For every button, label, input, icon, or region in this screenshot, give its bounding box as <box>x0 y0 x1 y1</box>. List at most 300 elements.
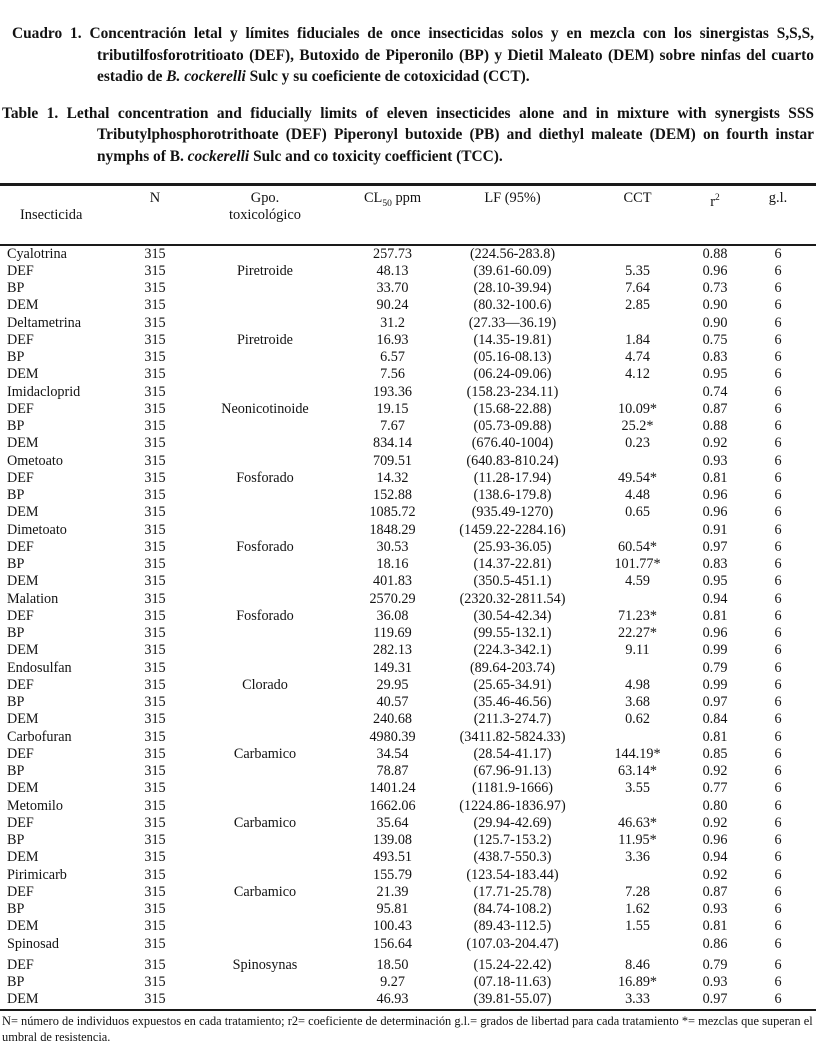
cell-insecticida: DEM <box>7 780 39 797</box>
cell-r2: 0.97 <box>702 694 728 711</box>
cell-insecticida: BP <box>7 487 25 504</box>
cell-toxicological-group <box>185 849 345 866</box>
cell-cl50: 35.64 <box>376 814 409 831</box>
cell-insecticida: Deltametrina <box>7 314 82 331</box>
cell-cl50: 29.95 <box>376 676 409 693</box>
cell-n: 315 <box>144 262 166 279</box>
cell-n: 315 <box>144 521 166 538</box>
cell-cl50: 7.67 <box>380 418 405 435</box>
cell-gl: 6 <box>774 383 782 400</box>
cell-n: 315 <box>144 918 166 935</box>
cell-toxicological-group <box>185 435 345 452</box>
cell-insecticida: Metomilo <box>7 797 63 814</box>
caption-english-text-end: Sulc and co toxicity coefficient (TCC). <box>249 147 503 165</box>
cell-gl: 6 <box>774 711 782 728</box>
cell-insecticida: Malation <box>7 590 59 607</box>
cell-cl50: 152.88 <box>372 487 412 504</box>
cell-cct: 101.77* <box>614 556 661 573</box>
cell-cl50: 155.79 <box>372 866 412 883</box>
cell-r2: 0.96 <box>702 625 728 642</box>
cell-cct <box>585 453 690 470</box>
cell-n: 315 <box>144 866 166 883</box>
cell-toxicological-group <box>185 974 345 991</box>
cell-lf95: (67.96-91.13) <box>473 763 552 780</box>
cell-toxicological-group <box>185 694 345 711</box>
cell-cct: 2.85 <box>625 297 650 314</box>
cell-r2: 0.81 <box>702 728 728 745</box>
table-header <box>0 184 816 245</box>
cell-n: 315 <box>144 849 166 866</box>
cell-n: 315 <box>144 366 166 383</box>
col-header-gpo <box>185 184 345 245</box>
cell-r2: 0.85 <box>702 745 728 762</box>
cell-insecticida: DEF <box>7 883 34 900</box>
cell-toxicological-group <box>185 660 345 677</box>
cell-cct: 22.27* <box>617 625 657 642</box>
cell-cl50: 95.81 <box>376 901 409 918</box>
cell-insecticida: DEF <box>7 331 34 348</box>
r2-superscript: 2 <box>715 192 720 203</box>
cell-toxicological-group <box>185 315 345 332</box>
cell-cl50: 40.57 <box>376 694 409 711</box>
cell-cct: 11.95* <box>618 832 657 849</box>
cell-lf95: (28.10-39.94) <box>473 280 552 297</box>
cell-lf95: (89.64-203.74) <box>469 659 556 676</box>
table-row <box>0 349 816 366</box>
table-row <box>0 746 816 763</box>
cell-lf95: (1459.22-2284.16) <box>459 521 566 538</box>
cell-r2: 0.92 <box>702 435 728 452</box>
cell-insecticida: BP <box>7 901 25 918</box>
cell-insecticida: BP <box>7 418 25 435</box>
col-header-lf: LF (95%) <box>484 189 541 206</box>
table-row <box>0 401 816 418</box>
cl50-prefix: CL <box>363 189 383 206</box>
table-row <box>0 504 816 521</box>
cell-insecticida: DEM <box>7 918 39 935</box>
cell-r2: 0.79 <box>702 956 728 973</box>
cell-cl50: 90.24 <box>376 297 409 314</box>
cell-r2: 0.96 <box>702 262 728 279</box>
cell-r2: 0.92 <box>702 763 728 780</box>
cell-lf95: (89.43-112.5) <box>473 918 552 935</box>
cell-n: 315 <box>144 314 166 331</box>
cell-cl50: 34.54 <box>376 745 409 762</box>
cell-n: 315 <box>144 797 166 814</box>
table-row <box>0 763 816 780</box>
cell-n: 315 <box>144 745 166 762</box>
cell-n: 315 <box>144 590 166 607</box>
cell-toxicological-group <box>185 729 345 746</box>
cell-n: 315 <box>144 280 166 297</box>
cell-lf95: (05.16-08.13) <box>473 349 552 366</box>
cell-gl: 6 <box>774 331 782 348</box>
cell-cct <box>585 798 690 815</box>
cell-gl: 6 <box>774 262 782 279</box>
cell-insecticida: BP <box>7 556 25 573</box>
cell-n: 315 <box>144 556 166 573</box>
cell-cl50: 30.53 <box>376 538 409 555</box>
cell-insecticida: DEF <box>7 400 34 417</box>
cell-r2: 0.97 <box>702 991 728 1008</box>
cell-insecticida: BP <box>7 694 25 711</box>
table-row <box>0 366 816 383</box>
cell-insecticida: BP <box>7 625 25 642</box>
cell-r2: 0.96 <box>702 832 728 849</box>
cell-gl: 6 <box>774 625 782 642</box>
table-row <box>0 556 816 573</box>
cell-lf95: (39.81-55.07) <box>473 991 552 1008</box>
table-row <box>0 263 816 280</box>
table-row <box>0 245 816 263</box>
cell-gl: 6 <box>774 780 782 797</box>
cell-r2: 0.94 <box>702 590 728 607</box>
cell-r2: 0.83 <box>702 556 728 573</box>
cell-lf95: (14.37-22.81) <box>473 556 552 573</box>
cell-toxicological-group <box>185 573 345 590</box>
cell-cl50: 1662.06 <box>369 797 416 814</box>
caption-spanish-text: Concentración letal y límites fiduciales de once insecticidas solos y en mezcla con los sinergistas S,S,S, tributilfosforotritioato (DEF), Butoxido de Piperonilo (BP) y Dietil Maleato (DEM) sobre ninfas del cuarto estadio de <box>89 25 814 86</box>
cell-cct: 1.84 <box>625 331 650 348</box>
table-row <box>0 280 816 297</box>
table-row <box>0 470 816 487</box>
cell-insecticida: DEF <box>7 956 34 973</box>
cell-r2: 0.87 <box>702 400 728 417</box>
cell-insecticida: DEM <box>7 435 39 452</box>
cell-r2: 0.94 <box>702 849 728 866</box>
cell-gl: 6 <box>774 659 782 676</box>
cell-cl50: 78.87 <box>376 763 409 780</box>
cell-r2: 0.88 <box>702 418 728 435</box>
table-row <box>0 711 816 728</box>
cell-toxicological-group <box>185 366 345 383</box>
cell-cct <box>585 384 690 401</box>
cell-cl50: 46.93 <box>376 991 409 1008</box>
cell-toxicological-group: Fosforado <box>236 538 294 555</box>
cell-toxicological-group <box>185 453 345 470</box>
cell-insecticida: Ometoato <box>7 452 63 469</box>
cell-gl: 6 <box>774 556 782 573</box>
cell-toxicological-group <box>185 918 345 935</box>
cell-cct <box>585 729 690 746</box>
cell-n: 315 <box>144 883 166 900</box>
cell-n: 315 <box>144 245 166 262</box>
caption-english <box>0 103 814 167</box>
cell-cl50: 21.39 <box>376 883 409 900</box>
cell-toxicological-group: Piretroide <box>237 262 293 279</box>
cell-insecticida: DEF <box>7 262 34 279</box>
insecticide-table <box>0 183 816 1011</box>
cell-cl50: 1085.72 <box>369 504 416 521</box>
cell-toxicological-group <box>185 642 345 659</box>
cell-gl: 6 <box>774 676 782 693</box>
cell-cl50: 156.64 <box>372 935 412 952</box>
caption-english-text: Lethal concentration and fiducially limits of eleven insecticides alone and in mixture with synergists SSS Tributylphosphorotrithoate (DEF) Piperonyl butoxide (PB) and diethyl maleate (DEM) on fourth instar nymphs of B. <box>66 105 814 165</box>
cell-r2: 0.90 <box>702 297 728 314</box>
cell-gl: 6 <box>774 607 782 624</box>
caption-spanish-label: Cuadro 1. <box>12 25 82 43</box>
cell-lf95: (350.5-451.1) <box>473 573 552 590</box>
cell-toxicological-group: Fosforado <box>236 469 294 486</box>
cell-lf95: (1181.9-1666) <box>471 780 554 797</box>
cell-cl50: 193.36 <box>372 383 412 400</box>
cell-n: 315 <box>144 956 166 973</box>
cell-lf95: (15.24-22.42) <box>473 956 552 973</box>
cell-cl50: 9.27 <box>380 974 405 991</box>
cell-lf95: (676.40-1004) <box>471 435 554 452</box>
cell-insecticida: DEM <box>7 711 39 728</box>
cell-gl: 6 <box>774 814 782 831</box>
col-header-gl: g.l. <box>768 189 788 206</box>
cell-insecticida: BP <box>7 349 25 366</box>
cell-toxicological-group: Neonicotinoide <box>221 400 309 417</box>
cell-r2: 0.95 <box>702 366 728 383</box>
cell-r2: 0.99 <box>702 676 728 693</box>
cell-lf95: (39.61-60.09) <box>473 262 552 279</box>
table-row <box>0 780 816 797</box>
cell-gl: 6 <box>774 314 782 331</box>
cell-toxicological-group: Fosforado <box>236 607 294 624</box>
cell-lf95: (28.54-41.17) <box>473 745 552 762</box>
cell-gl: 6 <box>774 763 782 780</box>
cell-gl: 6 <box>774 728 782 745</box>
cell-lf95: (25.65-34.91) <box>473 676 552 693</box>
cell-cl50: 7.56 <box>380 366 405 383</box>
cell-cl50: 2570.29 <box>369 590 416 607</box>
cell-lf95: (35.46-46.56) <box>473 694 552 711</box>
r2-prefix: r <box>710 193 716 210</box>
cell-cl50: 1848.29 <box>369 521 416 538</box>
cell-lf95: (125.7-153.2) <box>473 832 552 849</box>
cell-cl50: 18.16 <box>376 556 409 573</box>
cell-cct: 144.19* <box>614 745 661 762</box>
cell-gl: 6 <box>774 866 782 883</box>
cell-cl50: 257.73 <box>372 245 412 262</box>
table-row <box>0 573 816 590</box>
cell-toxicological-group: Carbamico <box>233 814 297 831</box>
cell-cct: 5.35 <box>625 262 650 279</box>
cell-cct: 3.33 <box>625 991 650 1008</box>
cell-lf95: (107.03-204.47) <box>466 935 559 952</box>
cell-r2: 0.79 <box>702 659 728 676</box>
cell-insecticida: BP <box>7 974 25 991</box>
cell-toxicological-group <box>185 867 345 884</box>
cell-toxicological-group <box>185 780 345 797</box>
cell-cl50: 4980.39 <box>369 728 416 745</box>
table-row <box>0 332 816 349</box>
cell-gl: 6 <box>774 797 782 814</box>
cell-cl50: 14.32 <box>376 469 409 486</box>
table-header-row <box>0 184 816 245</box>
caption-english-species: cockerelli <box>187 147 250 165</box>
cell-cl50: 16.93 <box>376 331 409 348</box>
cell-n: 315 <box>144 400 166 417</box>
cell-cct: 4.12 <box>625 366 650 383</box>
cell-gl: 6 <box>774 400 782 417</box>
cell-lf95: (138.6-179.8) <box>473 487 552 504</box>
cell-cct: 49.54* <box>617 469 657 486</box>
table-row <box>0 936 816 953</box>
cell-r2: 0.90 <box>702 314 728 331</box>
cell-insecticida: BP <box>7 832 25 849</box>
cell-cl50: 36.08 <box>376 607 409 624</box>
table-row <box>0 660 816 677</box>
cell-r2: 0.74 <box>702 383 728 400</box>
cell-r2: 0.92 <box>702 866 728 883</box>
cell-cct <box>585 591 690 608</box>
caption-spanish-species: B. cockerelli <box>166 68 246 86</box>
cell-toxicological-group <box>185 556 345 573</box>
cell-insecticida: DEM <box>7 297 39 314</box>
cell-lf95: (25.93-36.05) <box>473 538 552 555</box>
cell-cl50: 6.57 <box>380 349 405 366</box>
cell-cct: 8.46 <box>625 956 650 973</box>
cell-toxicological-group <box>185 487 345 504</box>
cell-insecticida: DEF <box>7 676 34 693</box>
cell-cl50: 1401.24 <box>369 780 416 797</box>
cell-r2: 0.95 <box>702 573 728 590</box>
cell-insecticida: Carbofuran <box>7 728 72 745</box>
caption-spanish-text-end: Sulc y su coeficiente de cotoxicidad (CCT). <box>245 68 530 86</box>
cell-cct: 4.74 <box>625 349 650 366</box>
cell-n: 315 <box>144 331 166 348</box>
cell-cct <box>585 315 690 332</box>
cell-n: 315 <box>144 711 166 728</box>
cell-n: 315 <box>144 763 166 780</box>
cell-n: 315 <box>144 452 166 469</box>
cell-lf95: (935.49-1270) <box>471 504 554 521</box>
table-row <box>0 642 816 659</box>
table-row <box>0 435 816 452</box>
cell-gl: 6 <box>774 538 782 555</box>
cell-n: 315 <box>144 538 166 555</box>
cell-gl: 6 <box>774 694 782 711</box>
cell-cl50: 18.50 <box>376 956 409 973</box>
cell-toxicological-group: Piretroide <box>237 331 293 348</box>
cell-toxicological-group <box>185 418 345 435</box>
cell-toxicological-group <box>185 711 345 728</box>
cell-cct <box>585 867 690 884</box>
table-row <box>0 608 816 625</box>
caption-block <box>0 0 816 167</box>
cell-gl: 6 <box>774 418 782 435</box>
table-row <box>0 522 816 539</box>
cell-gl: 6 <box>774 504 782 521</box>
cell-cl50: 19.15 <box>376 400 409 417</box>
cell-n: 315 <box>144 901 166 918</box>
cell-insecticida: DEF <box>7 469 34 486</box>
cell-cct: 46.63* <box>617 814 657 831</box>
cell-insecticida: DEF <box>7 814 34 831</box>
cell-toxicological-group <box>185 832 345 849</box>
table-row <box>0 867 816 884</box>
cell-gl: 6 <box>774 642 782 659</box>
cell-n: 315 <box>144 504 166 521</box>
cell-gl: 6 <box>774 974 782 991</box>
cell-insecticida: DEM <box>7 573 39 590</box>
cell-r2: 0.86 <box>702 935 728 952</box>
cell-r2: 0.93 <box>702 901 728 918</box>
cell-insecticida: DEM <box>7 849 39 866</box>
col-header-gpo-line1: Gpo. <box>250 189 280 206</box>
cell-insecticida: DEM <box>7 366 39 383</box>
table-row <box>0 625 816 642</box>
cl50-subscript: 50 <box>382 198 392 209</box>
table-row <box>0 418 816 435</box>
table-row <box>0 677 816 694</box>
cell-lf95: (17.71-25.78) <box>473 883 552 900</box>
table-footnote: N= número de individuos expuestos en cada tratamiento; r2= coeficiente de determinación g.l.= grados de libertad para cada tratamiento *= mezclas que superan el umbral de resistencia. <box>2 1013 813 1045</box>
table-row <box>0 315 816 332</box>
cell-lf95: (438.7-550.3) <box>473 849 552 866</box>
table-row <box>0 901 816 918</box>
table-row <box>0 694 816 711</box>
cell-gl: 6 <box>774 832 782 849</box>
cell-insecticida: Imidacloprid <box>7 383 81 400</box>
cell-n: 315 <box>144 383 166 400</box>
cell-gl: 6 <box>774 849 782 866</box>
table-row <box>0 539 816 556</box>
cell-r2: 0.99 <box>702 642 728 659</box>
cell-cct <box>585 245 690 263</box>
cell-cl50: 31.2 <box>380 314 405 331</box>
cell-lf95: (80.32-100.6) <box>473 297 552 314</box>
cell-lf95: (224.3-342.1) <box>473 642 552 659</box>
cell-toxicological-group: Clorado <box>242 676 288 693</box>
cell-n: 315 <box>144 728 166 745</box>
cell-cl50: 282.13 <box>372 642 412 659</box>
cell-cct: 60.54* <box>617 538 657 555</box>
cell-r2: 0.81 <box>702 607 728 624</box>
cell-lf95: (15.68-22.88) <box>473 400 552 417</box>
cell-toxicological-group <box>185 297 345 314</box>
cell-insecticida: DEM <box>7 642 39 659</box>
table-row <box>0 849 816 866</box>
cell-r2: 0.97 <box>702 538 728 555</box>
cl50-suffix: ppm <box>391 189 422 206</box>
cell-lf95: (640.83-810.24) <box>466 452 559 469</box>
col-header-cl50 <box>345 184 440 245</box>
cell-r2: 0.83 <box>702 349 728 366</box>
cell-gl: 6 <box>774 349 782 366</box>
cell-gl: 6 <box>774 956 782 973</box>
cell-cct: 4.98 <box>625 676 650 693</box>
cell-gl: 6 <box>774 590 782 607</box>
cell-lf95: (27.33—36.19) <box>468 314 557 331</box>
cell-cct: 0.65 <box>625 504 650 521</box>
cell-lf95: (11.28-17.94) <box>473 469 552 486</box>
cell-insecticida: DEM <box>7 504 39 521</box>
col-header-insecticida: Insecticida <box>20 206 83 223</box>
cell-toxicological-group <box>185 901 345 918</box>
cell-n: 315 <box>144 349 166 366</box>
cell-cct: 71.23* <box>617 607 657 624</box>
cell-n: 315 <box>144 659 166 676</box>
cell-lf95: (07.18-11.63) <box>473 974 552 991</box>
cell-r2: 0.96 <box>702 504 728 521</box>
cell-gl: 6 <box>774 883 782 900</box>
col-header-cct: CCT <box>623 189 652 206</box>
cell-cl50: 48.13 <box>376 262 409 279</box>
cell-gl: 6 <box>774 297 782 314</box>
cell-lf95: (14.35-19.81) <box>473 331 552 348</box>
cell-r2: 0.80 <box>702 797 728 814</box>
cell-lf95: (30.54-42.34) <box>473 607 552 624</box>
cell-gl: 6 <box>774 280 782 297</box>
cell-cl50: 493.51 <box>372 849 412 866</box>
cell-gl: 6 <box>774 935 782 952</box>
cell-gl: 6 <box>774 366 782 383</box>
